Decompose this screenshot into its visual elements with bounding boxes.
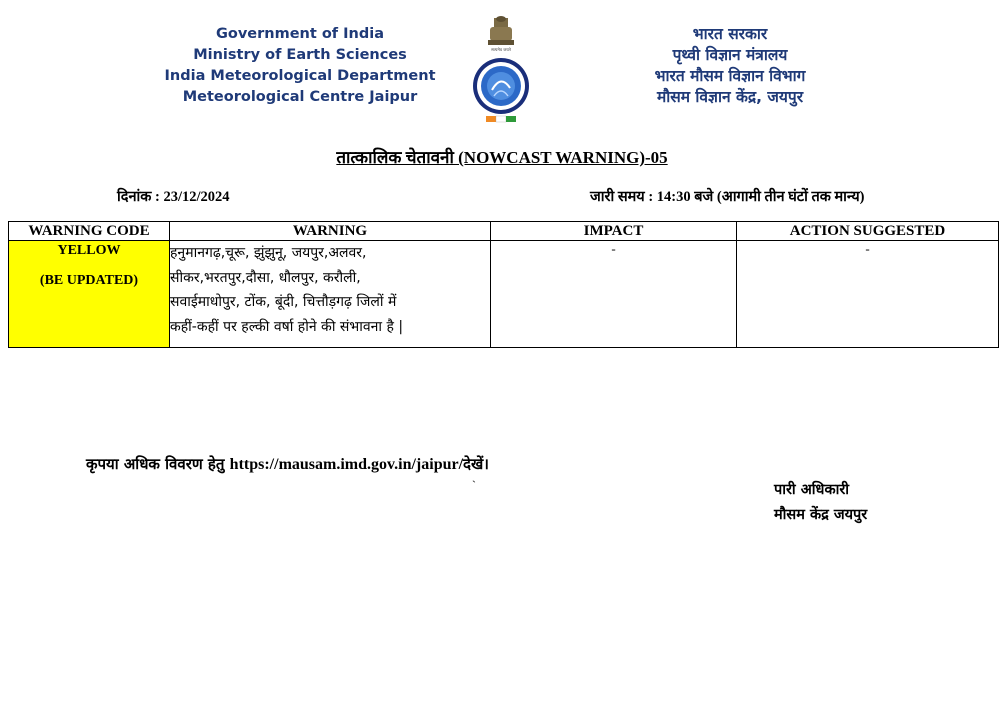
warning-code-note: (BE UPDATED) (39, 273, 139, 288)
header-english-line: Government of India (215, 26, 385, 42)
details-link[interactable]: https://mausam.imd.gov.in/jaipur/ (229, 456, 464, 473)
impact-cell: - (491, 241, 737, 348)
issue-time: जारी समय : 14:30 बजे (आगामी तीन घंटों तक मान्य) (590, 189, 865, 205)
column-header-impact: IMPACT (491, 222, 737, 241)
column-header-warning: WARNING (170, 222, 491, 241)
warning-line: सीकर,भरतपुर,दौसा, धौलपुर, करौली, (170, 269, 361, 286)
signature-title: पारी अधिकारी (774, 482, 850, 498)
header-hindi-line: मौसम विज्ञान केंद्र, जयपुर (656, 88, 804, 106)
action-suggested-cell: - (737, 241, 999, 348)
header-hindi-line: पृथ्वी विज्ञान मंत्रालय (672, 46, 788, 64)
signature-office: मौसम केंद्र जयपुर (774, 507, 868, 523)
header-english-line: Meteorological Centre Jaipur (182, 89, 418, 105)
header-hindi-line: भारत सरकार (692, 25, 768, 43)
svg-text:सत्यमेव जयते: सत्यमेव जयते (491, 47, 511, 52)
signature-block (774, 478, 867, 528)
warning-cell (170, 241, 491, 348)
warning-table (8, 221, 999, 348)
table-header-row (9, 222, 999, 241)
document-title: तात्कालिक चेतावनी (NOWCAST WARNING)-05 (336, 148, 668, 167)
details-note (86, 454, 489, 474)
warning-line: कहीं-कहीं पर हल्की वर्षा होने की संभावना है | (170, 318, 404, 335)
imd-emblem-icon (470, 16, 532, 126)
table-row (9, 241, 999, 348)
column-header-action-suggested: ACTION SUGGESTED (737, 222, 999, 241)
column-header-warning-code: WARNING CODE (9, 222, 170, 241)
details-note-suffix: देखें। (463, 455, 489, 473)
header-english (160, 24, 440, 108)
header-english-line: Ministry of Earth Sciences (193, 47, 407, 63)
details-note-prefix: कृपया अधिक विवरण हेतु (86, 455, 230, 473)
warning-code-label: YELLOW (57, 243, 121, 258)
header-hindi-line: भारत मौसम विज्ञान विभाग (654, 67, 806, 85)
stray-mark: ` (472, 478, 476, 492)
warning-code-cell (9, 241, 170, 348)
warning-line: हनुमानगढ़,चूरू, झुंझुनू, जयपुर,अलवर, (170, 245, 367, 261)
header-english-line: India Meteorological Department (164, 68, 436, 84)
issue-date: दिनांक : 23/12/2024 (117, 189, 230, 205)
header-hindi (610, 24, 850, 108)
warning-line: सवाईमाधोपुर, टोंक, बूंदी, चित्तौड़गढ़ जिलों में (170, 294, 397, 310)
